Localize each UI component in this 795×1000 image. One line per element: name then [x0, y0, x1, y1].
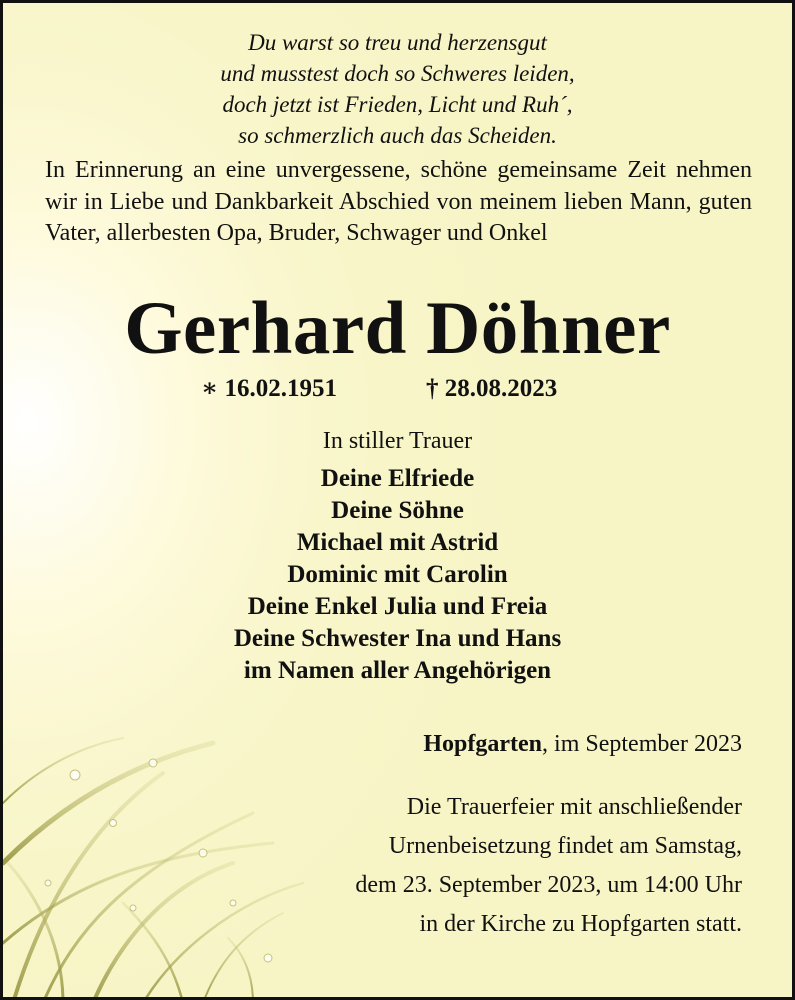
service-line: Urnenbeisetzung findet am Samstag, [388, 833, 742, 859]
mourner-line: Deine Enkel Julia und Freia [247, 593, 548, 620]
intro-paragraph: In Erinnerung an eine unvergessene, schöne gemeinsame Zeit nehmen wir in Liebe und Dankbarkeit Abschied von meinem lieben Mann, guten Vater, allerbesten Opa, Bruder, Schwager und Onkel [45, 157, 752, 246]
mourner-line: Deine Schwester Ina und Hans [233, 625, 562, 652]
place-and-date [423, 728, 742, 760]
birth-date: ∗ 16.02.1951 [201, 375, 338, 402]
mourner-line: Michael mit Astrid [296, 529, 499, 556]
place-date: , im September 2023 [542, 731, 742, 757]
service-line: Die Trauerfeier mit anschließender [406, 794, 742, 820]
service-line: dem 23. September 2023, um 14:00 Uhr [355, 872, 742, 898]
place-town: Hopfgarten [423, 731, 543, 757]
intro-text [45, 155, 752, 250]
poem-line: und musstest doch so Schweres leiden, [220, 61, 575, 86]
mourner-line: Deine Söhne [331, 497, 464, 524]
mourner-line: Dominic mit Carolin [287, 561, 508, 588]
death-date: † 28.08.2023 [426, 375, 558, 402]
mourner-line: im Namen aller Angehörigen [243, 657, 552, 684]
mourning-heading: In stiller Trauer [322, 428, 473, 454]
poem-line: so schmerzlich auch das Scheiden. [238, 123, 557, 148]
mourner-line: Deine Elfriede [320, 465, 475, 492]
poem-line: Du warst so treu und herzensgut [248, 30, 547, 55]
deceased-name: Gerhard Döhner [124, 287, 671, 370]
poem-line: doch jetzt ist Frieden, Licht und Ruh´, [222, 92, 573, 117]
service-line: in der Kirche zu Hopfgarten statt. [419, 911, 742, 937]
mourners-list [3, 463, 792, 687]
funeral-service-info [355, 788, 742, 944]
poem [3, 27, 792, 151]
